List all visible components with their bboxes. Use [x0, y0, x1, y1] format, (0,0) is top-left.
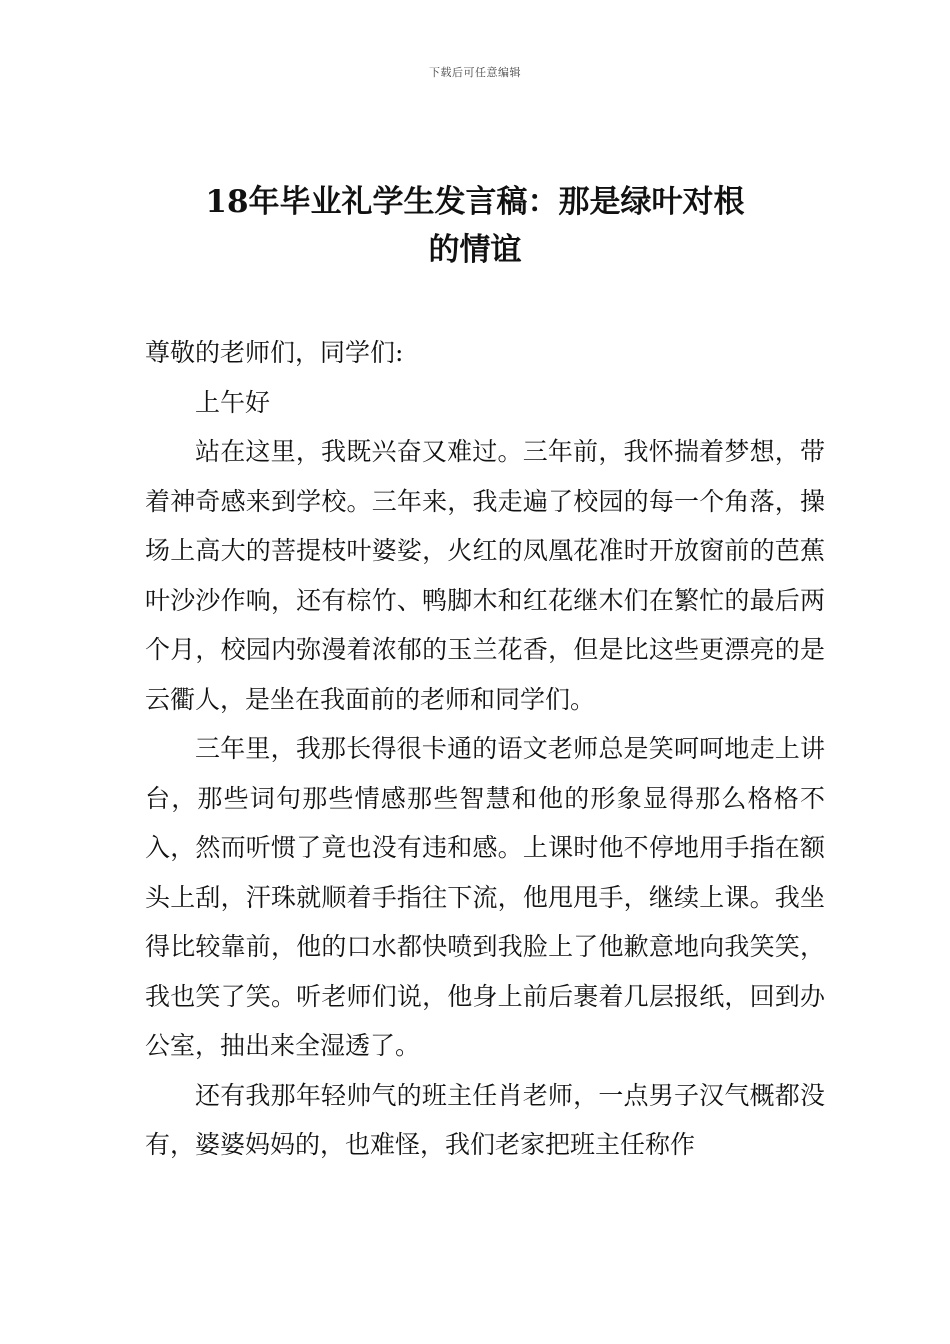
- paragraph-chinese-teacher: 三年里，我那长得很卡通的语文老师总是笑呵呵地走上讲台，那些词句那些情感那些智慧和他的形象显得那么格格不入，然而听惯了竟也没有违和感。上课时他不停地用手指在额头上刮，汗珠就顺着手指往下流，他甩甩手，继续上课。我坐得比较靠前，他的口水都快喷到我脸上了他歉意地向我笑笑，我也笑了笑。听老师们说，他身上前后裹着几层报纸，回到办公室，抽出来全湿透了。: [145, 734, 825, 1060]
- salutation: 尊敬的老师们，同学们:: [145, 338, 404, 367]
- document-title-line-1: 18年毕业礼学生发言稿：那是绿叶对根: [205, 184, 745, 220]
- paragraph-greeting: 上午好: [195, 387, 271, 417]
- paragraph-campus: 站在这里，我既兴奋又难过。三年前，我怀揣着梦想，带着神奇感来到学校。三年来，我走遍了校园的每一个角落，操场上高大的菩提枝叶婆娑，火红的凤凰花准时开放窗前的芭蕉叶沙沙作响，还有棕竹、鸭脚木和红花继木们在繁忙的最后两个月，校园内弥漫着浓郁的玉兰花香，但是比这些更漂亮的是云衢人，是坐在我面前的老师和同学们。: [145, 437, 825, 714]
- page-header-note: 下载后可任意编辑: [429, 66, 521, 79]
- document-title-line-2: 的情谊: [428, 232, 522, 268]
- paragraph-head-teacher: 还有我那年轻帅气的班主任肖老师，一点男子汉气概都没有，婆婆妈妈的，也难怪，我们老家把班主任称作: [145, 1080, 825, 1159]
- document-title: [100, 178, 850, 274]
- document-body: [145, 328, 825, 1170]
